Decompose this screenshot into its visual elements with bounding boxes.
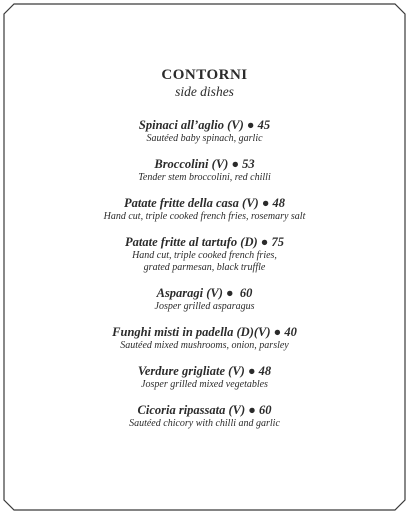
menu-item-description: grated parmesan, black truffle [143, 262, 266, 273]
menu-item [0, 402, 409, 430]
menu-item [0, 156, 409, 184]
menu-item [0, 324, 409, 352]
menu-item-description: Josper grilled mixed vegetables [141, 379, 268, 390]
menu-item-description: Josper grilled asparagus [154, 301, 255, 312]
section-subtitle: side dishes [175, 84, 234, 99]
menu-item-name: Patate fritte al tartufo (D) ● 75 [125, 235, 284, 249]
menu-item [0, 117, 409, 145]
menu-item-description: Hand cut, triple cooked french fries, [132, 250, 277, 261]
menu-item-name: Spinaci all’aglio (V) ● 45 [138, 118, 271, 132]
menu-item-description: Tender stem broccolini, red chilli [138, 172, 271, 183]
menu-item-name: Cicoria ripassata (V) ● 60 [137, 403, 272, 417]
menu-item [0, 234, 409, 274]
menu-item-name: Verdure grigliate (V) ● 48 [137, 364, 272, 378]
menu-item-name: Asparagi (V) ● 60 [156, 286, 253, 300]
menu-item [0, 363, 409, 391]
menu-content [0, 66, 409, 441]
section-title: CONTORNI [161, 67, 248, 83]
menu-item-description: Sautéed chicory with chilli and garlic [129, 418, 280, 429]
menu-item [0, 285, 409, 313]
menu-item-description: Hand cut, triple cooked french fries, rosemary salt [103, 211, 306, 222]
menu-item [0, 195, 409, 223]
menu-item-name: Broccolini (V) ● 53 [154, 157, 255, 171]
menu-item-name: Funghi misti in padella (D)(V) ● 40 [112, 325, 297, 339]
menu-item-description: Sautéed mixed mushrooms, onion, parsley [120, 340, 289, 351]
menu-item-name: Patate fritte della casa (V) ● 48 [124, 196, 285, 210]
menu-item-description: Sautéed baby spinach, garlic [146, 133, 263, 144]
